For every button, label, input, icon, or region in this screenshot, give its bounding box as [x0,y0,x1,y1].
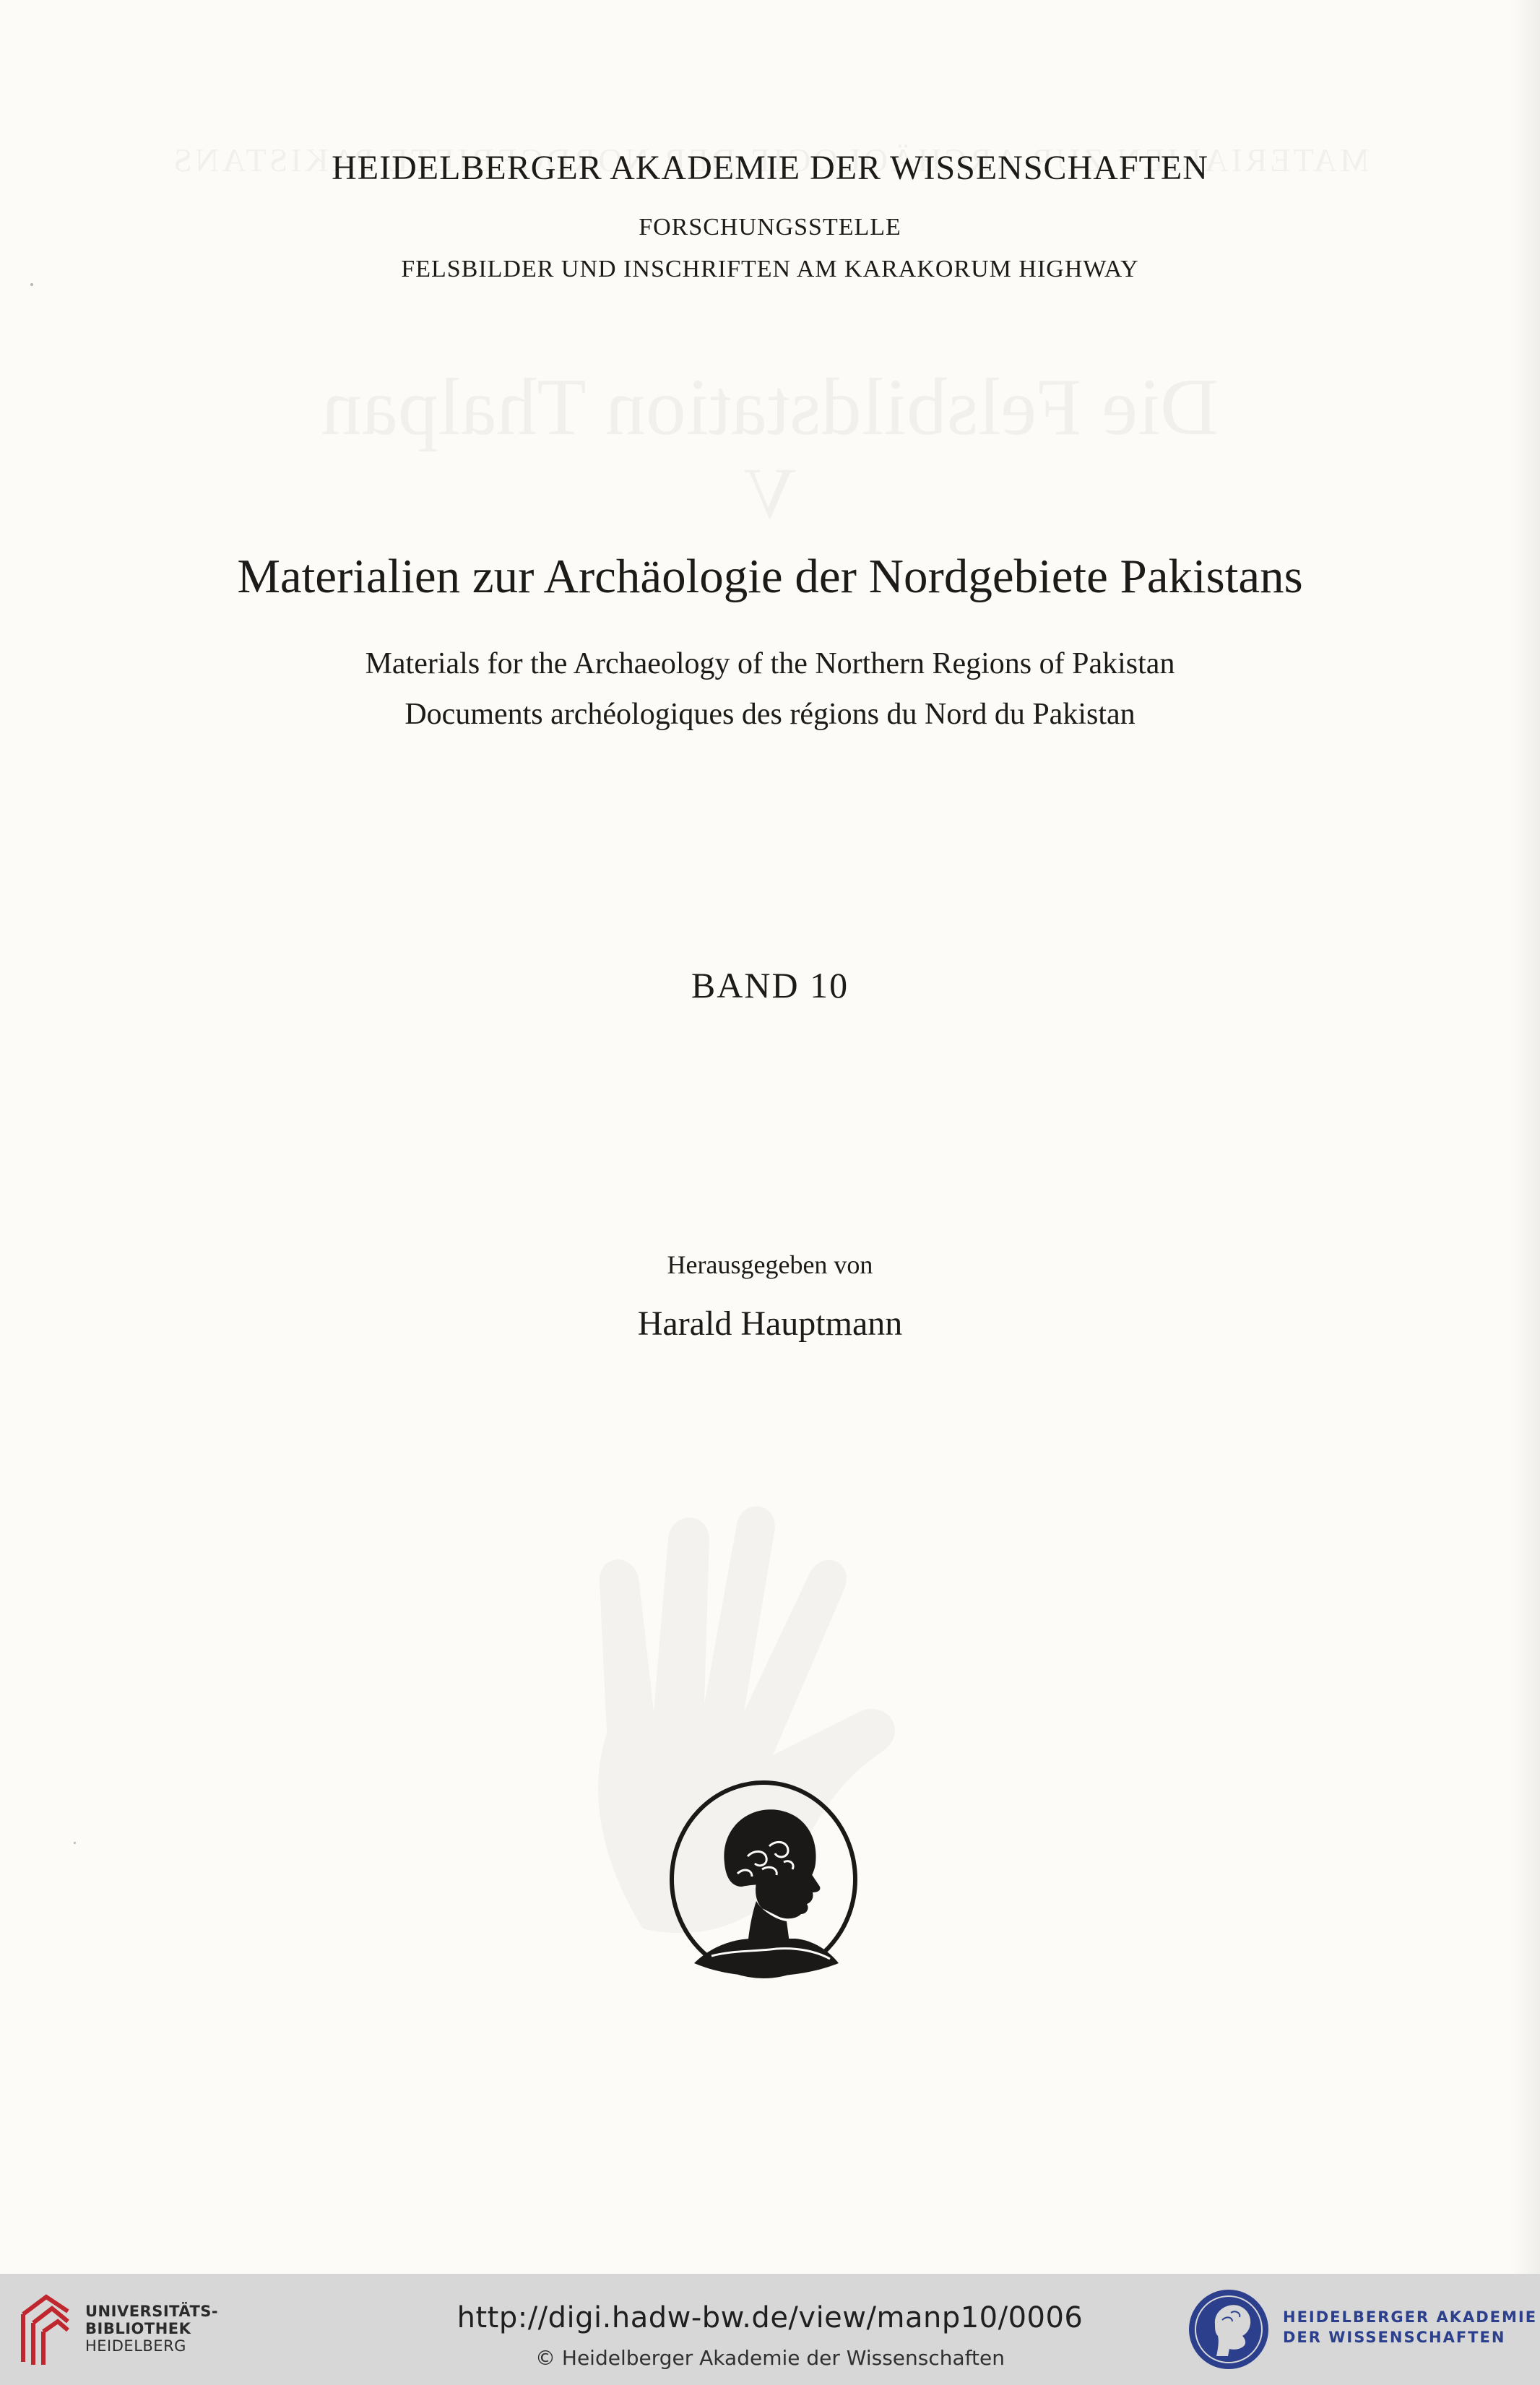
series-title-en: Materials for the Archaeology of the Northern Regions of Pakistan [365,647,1175,680]
page-edge-shadow [1511,0,1540,2274]
academy-name [1283,2307,1537,2347]
hadw-seal-logo-icon[interactable] [1186,2287,1271,2372]
academy-line-1: HEIDELBERGER AKADEMIE [1283,2308,1538,2326]
research-unit: FORSCHUNGSSTELLE [639,214,901,241]
edited-by-label: Herausgegeben von [667,1250,873,1279]
library-line-1: UNIVERSITÄTS- [85,2303,219,2320]
library-line-3: HEIDELBERG [85,2337,186,2355]
research-project: FELSBILDER UND INSCHRIFTEN AM KARAKORUM HIGHWAY [401,256,1139,282]
series-title-fr: Documents archéologiques des régions du Nord du Pakistan [405,698,1135,731]
scan-speck [74,1842,76,1844]
volume-number: BAND 10 [691,965,849,1005]
permalink-url[interactable]: http://digi.hadw-bw.de/view/manp10/0006 [457,2301,1083,2334]
academy-line-2: DER WISSENSCHAFTEN [1283,2329,1506,2346]
viewer-footer [0,2274,1540,2385]
editor-name: Harald Hauptmann [637,1304,903,1343]
series-title-de: Materialien zur Archäologie der Nordgebiete Pakistans [237,550,1303,603]
library-line-2: BIBLIOTHEK [85,2320,191,2337]
institution-heading: HEIDELBERGER AKADEMIE DER WISSENSCHAFTEN [332,149,1208,187]
copyright-notice: © Heidelberger Akademie der Wissenschaften [535,2346,1005,2370]
athena-profile-medallion-icon [668,1778,859,1981]
scan-speck [30,283,33,286]
bleed-through-line-2 [0,361,1540,454]
bleed-through-line-3 [0,451,1540,534]
